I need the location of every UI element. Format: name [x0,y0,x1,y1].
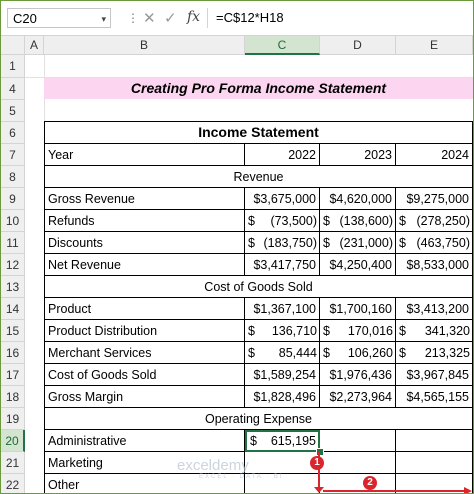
line-label[interactable]: Marketing [44,452,245,474]
row-header[interactable]: 12 [1,254,25,276]
amount: 341,320 [424,324,470,338]
income-statement-title[interactable]: Income Statement [44,121,473,144]
value-cell[interactable]: $8,533,000 [396,254,473,276]
value-cell[interactable]: $1,700,160 [320,298,396,320]
row-header[interactable]: 5 [1,100,25,122]
row-header[interactable]: 19 [1,408,25,430]
row-header[interactable]: 6 [1,122,25,144]
value-cell[interactable]: $3,967,845 [396,364,473,386]
amount: 213,325 [424,346,470,360]
currency-symbol: $ [399,214,406,228]
row-header[interactable]: 10 [1,210,25,232]
value-cell[interactable]: $4,250,400 [320,254,396,276]
column-header-d[interactable]: D [320,36,396,55]
year-2023[interactable]: 2023 [320,144,396,166]
currency-symbol: $ [323,324,330,338]
cancel-icon[interactable]: ✕ [143,10,156,27]
year-2024[interactable]: 2024 [396,144,473,166]
row-header[interactable]: 20 [1,430,25,452]
line-label[interactable]: Gross Revenue [44,188,245,210]
row-header[interactable]: 9 [1,188,25,210]
amount: (463,750) [416,236,470,250]
row-header[interactable]: 14 [1,298,25,320]
formula-input[interactable]: =C$12*H18 [207,8,473,28]
line-label[interactable]: Discounts [44,232,245,254]
amount: 170,016 [347,324,393,338]
currency-symbol: $ [250,434,257,448]
section-opex[interactable]: Operating Expense [44,408,473,430]
row-header[interactable]: 16 [1,342,25,364]
value-cell[interactable]: $4,565,155 [396,386,473,408]
step-marker-2: 2 [363,476,377,490]
step-marker-1: 1 [310,456,324,470]
row-header[interactable]: 17 [1,364,25,386]
amount: 136,710 [271,324,317,338]
value-cell[interactable]: $1,976,436 [320,364,396,386]
watermark-logo: exceldemy [177,457,249,474]
currency-symbol: $ [323,214,330,228]
row-header[interactable]: 7 [1,144,25,166]
row-header[interactable]: 4 [1,78,25,100]
row-header[interactable]: 15 [1,320,25,342]
section-revenue[interactable]: Revenue [44,166,473,188]
value-cell[interactable]: $4,620,000 [320,188,396,210]
amount: 106,260 [347,346,393,360]
amount: (183,750) [263,236,317,250]
amount: 85,444 [278,346,317,360]
sheet-title[interactable]: Creating Pro Forma Income Statement [44,78,473,99]
row-header[interactable]: 8 [1,166,25,188]
currency-symbol: $ [248,346,255,360]
line-label[interactable]: Product Distribution [44,320,245,342]
column-header-a[interactable]: A [25,36,44,55]
line-label[interactable]: Other [44,474,245,494]
line-label[interactable]: Product [44,298,245,320]
line-label[interactable]: Refunds [44,210,245,232]
currency-symbol: $ [399,236,406,250]
row-header[interactable]: 13 [1,276,25,298]
row-header[interactable]: 1 [1,55,25,78]
line-label[interactable]: Administrative [44,430,245,452]
value-cell[interactable]: $3,413,200 [396,298,473,320]
currency-symbol: $ [248,236,255,250]
currency-symbol: $ [323,346,330,360]
currency-symbol: $ [248,214,255,228]
down-arrow-head [314,487,324,493]
watermark [177,457,284,480]
row-header[interactable]: 22 [1,474,25,494]
currency-symbol: $ [399,346,406,360]
drag-arrows [1,1,473,493]
watermark-tag: EXCEL · DATA · BI [199,474,284,480]
row-header[interactable]: 21 [1,452,25,474]
value-cell[interactable]: $1,367,100 [245,298,320,320]
amount: (138,600) [339,214,393,228]
value-cell[interactable]: $1,828,496 [245,386,320,408]
value-cell[interactable]: $3,675,000 [245,188,320,210]
line-label[interactable]: Gross Margin [44,386,245,408]
value-cell[interactable]: $9,275,000 [396,188,473,210]
column-header-c[interactable]: C [245,36,320,55]
enter-check-icon[interactable]: ✓ [164,10,177,27]
column-header-e[interactable]: E [396,36,473,55]
amount: (73,500) [270,214,317,228]
line-label[interactable]: Net Revenue [44,254,245,276]
currency-symbol: $ [399,324,406,338]
name-box[interactable]: C20 ▾ [7,8,111,28]
line-label[interactable]: Merchant Services [44,342,245,364]
more-options-icon: ⋮ [127,11,139,25]
year-2022[interactable]: 2022 [245,144,320,166]
insert-function-icon[interactable]: fx [187,9,201,25]
column-header-b[interactable]: B [44,36,245,55]
value-cell[interactable]: $1,589,254 [245,364,320,386]
row-header[interactable]: 11 [1,232,25,254]
currency-symbol: $ [323,236,330,250]
row-header[interactable]: 18 [1,386,25,408]
right-arrow-head [464,487,472,493]
amount: 615,195 [270,434,316,448]
value-cell[interactable]: $3,417,750 [245,254,320,276]
value-cell[interactable]: $2,273,964 [320,386,396,408]
section-cogs[interactable]: Cost of Goods Sold [44,276,473,298]
amount: (278,250) [416,214,470,228]
line-label[interactable]: Cost of Goods Sold [44,364,245,386]
amount: (231,000) [339,236,393,250]
currency-symbol: $ [248,324,255,338]
year-label[interactable]: Year [44,144,245,166]
chevron-down-icon[interactable]: ▾ [101,14,106,24]
